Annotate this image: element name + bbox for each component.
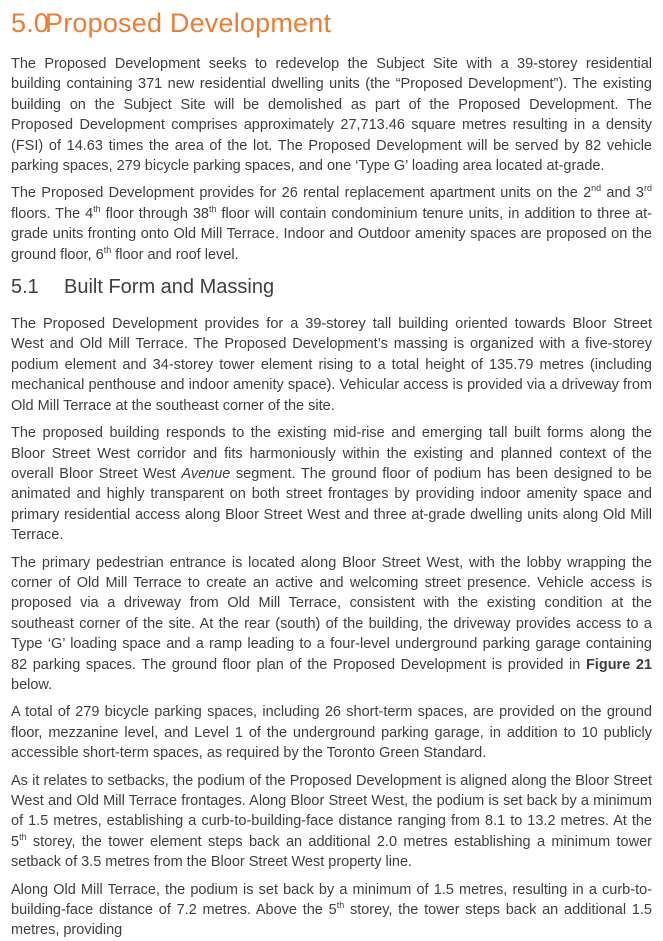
paragraph-built-form-overview: The Proposed Development provides for a 39-storey tall building oriented towards Bloor Street West and Old Mill Terrace. The Proposed Development’s massing is organized with a five-storey podium element and 34-storey tower element rising to a total height of 135.79 metres (including mechanical penthouse and indoor amenity space). Vehicular access is provided via a driveway from Old Mill Terrace at the southeast corner of the site. [11,316,652,414]
paragraph-bloor-setbacks: As it relates to setbacks, the podium of the Proposed Development is aligned along the Bloor Street West and Old Mill Terrace frontages. Along Bloor Street West, the podium is set back by a minimum of 1.5 metres, establishing a curb-to-building-face distance ranging from 8.1 to 13.2 metres. At the 5th storey, the tower element steps back an additional 2.0 metres establishing a minimum tower setback of 3.5 metres from the Bloor Street West property line. [11,772,652,871]
section-heading-5-0 [11,8,652,38]
section-number-5-0: 5.0 [11,8,50,38]
section-title-5-1: Built Form and Massing [64,276,275,299]
section-title-5-0: Proposed Development [45,8,332,38]
paragraph-old-mill-setbacks: Along Old Mill Terrace, the podium is set back by a minimum of 1.5 metres, resulting in a curb-to-building-face distance of 7.2 metres. Above the 5th storey, the tower steps back an additional 1.5 metres, providing [11,881,652,939]
document-body [11,54,652,941]
paragraph-bicycle-parking: A total of 279 bicycle parking spaces, including 26 short-term spaces, are provided on the ground floor, mezzanine level, and Level 1 of the underground parking garage, in addition to 10 publicly accessible short-term spaces, as required by the Toronto Green Standard. [11,704,652,762]
paragraph-development-overview: The Proposed Development seeks to redevelop the Subject Site with a 39-storey residential building containing 371 new residential dwelling units (the “Proposed Development”). The existing building on the Subject Site will be demolished as part of the Proposed Development. The Proposed Development comprises approximately 27,713.46 square metres resulting in a density (FSI) of 14.63 times the area of the lot. The Proposed Development will be served by 82 vehicle parking spaces, 279 bicycle parking spaces, and one ‘Type G’ loading area located at-grade. [11,56,652,175]
paragraph-unit-tenure: The Proposed Development provides for 26 rental replacement apartment units on the 2nd and 3rd floors. The 4th floor through 38th floor will contain condominium tenure units, in addition to three at-grade units fronting onto Old Mill Terrace. Indoor and Outdoor amenity spaces are proposed on the ground floor, 6th floor and roof level. [11,183,653,263]
paragraph-pedestrian-entrance: The primary pedestrian entrance is located along Bloor Street West, with the lobby wrapping the corner of Old Mill Terrace to create an active and welcoming street presence. Vehicle access is proposed via a driveway from Old Mill Terrace, consistent with the existing condition at the southeast corner of the site. At the rear (south) of the building, the driveway provides access to a Type ‘G’ loading space and a ramp leading to a four-level underground parking garage containing 82 parking spaces. The ground floor plan of the Proposed Development is provided in Figure 21 below. [11,554,653,693]
section-number-5-1: 5.1 [11,276,39,299]
section-heading-5-1 [11,274,652,300]
paragraph-context-response: The proposed building responds to the existing mid-rise and emerging tall built forms along the Bloor Street West corridor and fits harmoniously within the existing and planned context of the overall Bloor Street West Avenue segment. The ground floor of podium has been designed to be animated and highly transparent on both street frontages by providing indoor amenity space and primary residential access along Bloor Street West and three at-grade dwelling units along Old Mill Terrace. [11,425,652,544]
